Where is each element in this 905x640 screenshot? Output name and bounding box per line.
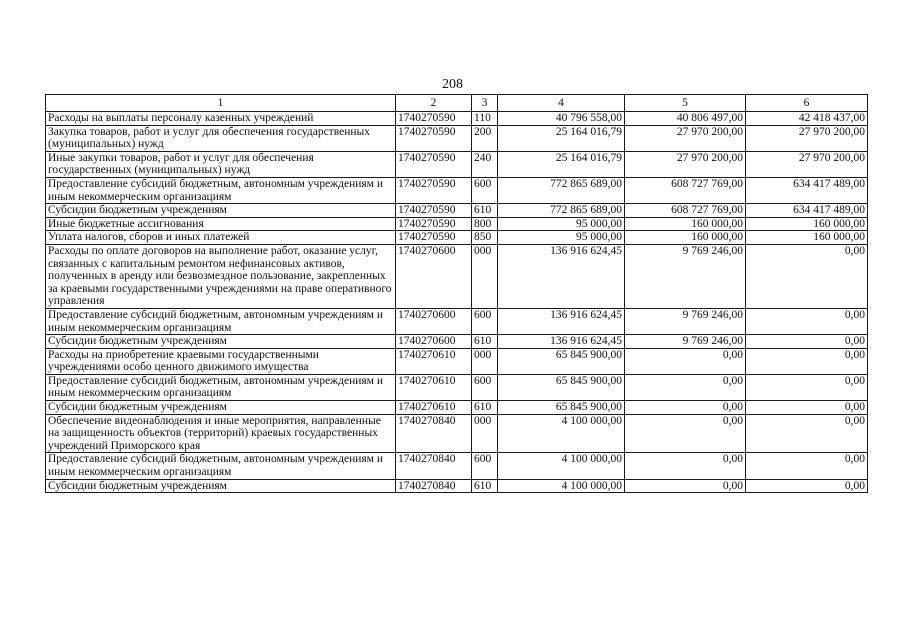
amount-col6: 0,00 (746, 453, 868, 479)
expense-type: 000 (472, 348, 498, 374)
amount-col6: 27 970 200,00 (746, 125, 868, 151)
amount-col5: 0,00 (625, 414, 746, 453)
table-row (46, 348, 868, 374)
table-row (46, 231, 868, 245)
amount-col5: 0,00 (625, 401, 746, 415)
expense-type: 600 (472, 308, 498, 334)
amount-col5: 608 727 769,00 (625, 204, 746, 218)
amount-col5: 9 769 246,00 (625, 244, 746, 308)
table-row (46, 401, 868, 415)
target-code: 1740270590 (396, 204, 472, 218)
expense-name: Субсидии бюджетным учреждениям (46, 204, 396, 218)
expense-name: Иные закупки товаров, работ и услуг для обеспечения государственных (муниципальных) нужд (46, 151, 396, 177)
expense-type: 240 (472, 151, 498, 177)
expense-name: Расходы на выплаты персоналу казенных учреждений (46, 112, 396, 126)
table-row (46, 414, 868, 453)
expense-type: 610 (472, 401, 498, 415)
target-code: 1740270590 (396, 217, 472, 231)
amount-col6: 0,00 (746, 335, 868, 349)
amount-col6: 0,00 (746, 374, 868, 400)
expense-name: Субсидии бюджетным учреждениям (46, 401, 396, 415)
budget-table (45, 94, 868, 493)
amount-col6: 160 000,00 (746, 231, 868, 245)
amount-col5: 27 970 200,00 (625, 151, 746, 177)
amount-col6: 634 417 489,00 (746, 177, 868, 203)
target-code: 1740270590 (396, 151, 472, 177)
target-code: 1740270590 (396, 231, 472, 245)
table-row (46, 479, 868, 493)
amount-col5: 160 000,00 (625, 217, 746, 231)
amount-col4: 4 100 000,00 (498, 479, 625, 493)
amount-col4: 65 845 900,00 (498, 348, 625, 374)
target-code: 1740270840 (396, 453, 472, 479)
expense-type: 000 (472, 244, 498, 308)
amount-col6: 0,00 (746, 244, 868, 308)
amount-col6: 0,00 (746, 414, 868, 453)
target-code: 1740270600 (396, 244, 472, 308)
expense-type: 800 (472, 217, 498, 231)
amount-col4: 25 164 016,79 (498, 125, 625, 151)
table-row (46, 112, 868, 126)
amount-col6: 0,00 (746, 308, 868, 334)
amount-col5: 9 769 246,00 (625, 335, 746, 349)
amount-col5: 0,00 (625, 453, 746, 479)
table-row (46, 308, 868, 334)
amount-col4: 772 865 689,00 (498, 204, 625, 218)
table-row (46, 217, 868, 231)
expense-type: 610 (472, 204, 498, 218)
target-code: 1740270610 (396, 401, 472, 415)
target-code: 1740270590 (396, 112, 472, 126)
amount-col5: 9 769 246,00 (625, 308, 746, 334)
amount-col6: 0,00 (746, 479, 868, 493)
expense-type: 600 (472, 453, 498, 479)
table-row (46, 204, 868, 218)
expense-type: 610 (472, 335, 498, 349)
expense-name: Иные бюджетные ассигнования (46, 217, 396, 231)
amount-col6: 0,00 (746, 348, 868, 374)
target-code: 1740270590 (396, 177, 472, 203)
amount-col5: 27 970 200,00 (625, 125, 746, 151)
col-header-3: 3 (472, 95, 498, 112)
table-row (46, 244, 868, 308)
target-code: 1740270610 (396, 374, 472, 400)
amount-col4: 136 916 624,45 (498, 308, 625, 334)
amount-col5: 608 727 769,00 (625, 177, 746, 203)
table-row (46, 177, 868, 203)
amount-col5: 0,00 (625, 374, 746, 400)
expense-name: Субсидии бюджетным учреждениям (46, 335, 396, 349)
expense-name: Расходы на приобретение краевыми государственными учреждениями особо ценного движимого имущества (46, 348, 396, 374)
target-code: 1740270840 (396, 479, 472, 493)
amount-col6: 634 417 489,00 (746, 204, 868, 218)
amount-col5: 0,00 (625, 479, 746, 493)
target-code: 1740270600 (396, 308, 472, 334)
expense-type: 610 (472, 479, 498, 493)
amount-col4: 4 100 000,00 (498, 414, 625, 453)
target-code: 1740270840 (396, 414, 472, 453)
amount-col4: 65 845 900,00 (498, 401, 625, 415)
amount-col4: 40 796 558,00 (498, 112, 625, 126)
col-header-2: 2 (396, 95, 472, 112)
amount-col4: 136 916 624,45 (498, 335, 625, 349)
expense-name: Предоставление субсидий бюджетным, автономным учреждениям и иным некоммерческим организациям (46, 453, 396, 479)
amount-col4: 65 845 900,00 (498, 374, 625, 400)
expense-name: Субсидии бюджетным учреждениям (46, 479, 396, 493)
col-header-6: 6 (746, 95, 868, 112)
target-code: 1740270610 (396, 348, 472, 374)
amount-col4: 95 000,00 (498, 231, 625, 245)
amount-col4: 4 100 000,00 (498, 453, 625, 479)
col-header-5: 5 (625, 95, 746, 112)
expense-type: 600 (472, 177, 498, 203)
expense-name: Предоставление субсидий бюджетным, автономным учреждениям и иным некоммерческим организациям (46, 374, 396, 400)
table-row (46, 453, 868, 479)
header-row (46, 95, 868, 112)
amount-col5: 0,00 (625, 348, 746, 374)
table-row (46, 151, 868, 177)
expense-type: 110 (472, 112, 498, 126)
amount-col4: 95 000,00 (498, 217, 625, 231)
expense-name: Уплата налогов, сборов и иных платежей (46, 231, 396, 245)
amount-col4: 772 865 689,00 (498, 177, 625, 203)
page-number: 208 (442, 77, 463, 92)
table-row (46, 125, 868, 151)
amount-col6: 27 970 200,00 (746, 151, 868, 177)
expense-name: Расходы по оплате договоров на выполнение работ, оказание услуг, связанных с капитальным ремонтом нефинансовых активов, полученных в аренду или безвозмездное пользование, закрепленных за краевыми государственными учреждениями на праве оперативного управления (46, 244, 396, 308)
expense-type: 850 (472, 231, 498, 245)
expense-type: 600 (472, 374, 498, 400)
table-row (46, 374, 868, 400)
expense-type: 000 (472, 414, 498, 453)
amount-col5: 40 806 497,00 (625, 112, 746, 126)
amount-col6: 0,00 (746, 401, 868, 415)
expense-name: Обеспечение видеонаблюдения и иные мероприятия, направленные на защищенность объектов (территорий) краевых государственных учреждений Приморского края (46, 414, 396, 453)
amount-col4: 136 916 624,45 (498, 244, 625, 308)
expense-name: Предоставление субсидий бюджетным, автономным учреждениям и иным некоммерческим организациям (46, 308, 396, 334)
amount-col6: 42 418 437,00 (746, 112, 868, 126)
expense-name: Предоставление субсидий бюджетным, автономным учреждениям и иным некоммерческим организациям (46, 177, 396, 203)
amount-col5: 160 000,00 (625, 231, 746, 245)
amount-col4: 25 164 016,79 (498, 151, 625, 177)
amount-col6: 160 000,00 (746, 217, 868, 231)
col-header-4: 4 (498, 95, 625, 112)
expense-name: Закупка товаров, работ и услуг для обеспечения государственных (муниципальных) нужд (46, 125, 396, 151)
table-row (46, 335, 868, 349)
target-code: 1740270600 (396, 335, 472, 349)
target-code: 1740270590 (396, 125, 472, 151)
expense-type: 200 (472, 125, 498, 151)
col-header-1: 1 (46, 95, 396, 112)
